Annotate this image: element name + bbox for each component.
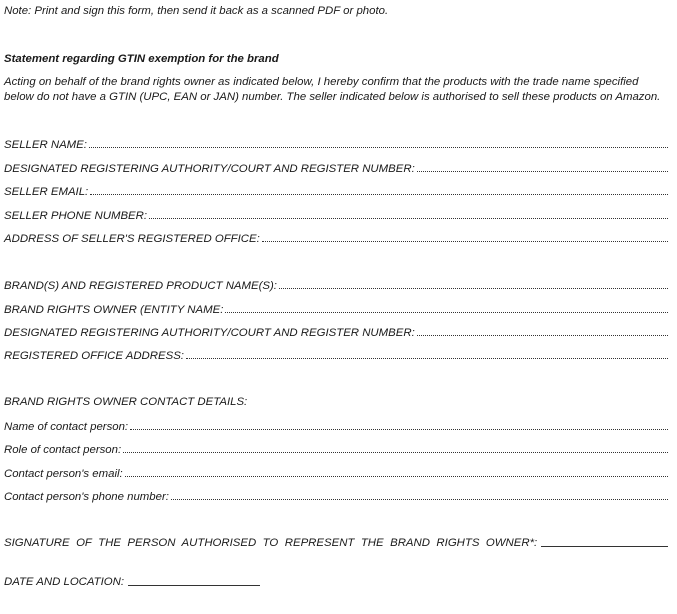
contact-role-entry-line[interactable] [123, 442, 668, 453]
seller-registering-authority-label: DESIGNATED REGISTERING AUTHORITY/COURT AND REGISTER NUMBER: [4, 163, 415, 175]
seller-name-label: SELLER NAME: [4, 139, 87, 151]
brand-owner-entity-label: BRAND RIGHTS OWNER (ENTITY NAME: [4, 304, 224, 316]
brand-product-names-label: BRAND(S) AND REGISTERED PRODUCT NAME(S): [4, 280, 277, 292]
date-location-field[interactable] [4, 575, 260, 588]
seller-email-field[interactable] [4, 184, 668, 198]
contact-role-label: Role of contact person: [4, 444, 122, 456]
contact-name-entry-line[interactable] [130, 419, 668, 430]
contact-name-label: Name of contact person: [4, 421, 129, 433]
brand-owner-entity-entry-line[interactable] [225, 302, 668, 313]
contact-email-label: Contact person's email: [4, 468, 123, 480]
contact-email-field[interactable] [4, 466, 668, 480]
brand-office-address-field[interactable] [4, 348, 668, 362]
seller-email-label: SELLER EMAIL: [4, 186, 89, 198]
contact-phone-entry-line[interactable] [171, 489, 668, 500]
brand-office-address-label: REGISTERED OFFICE ADDRESS: [4, 350, 184, 362]
contact-email-entry-line[interactable] [125, 466, 668, 477]
seller-registering-authority-field[interactable] [4, 161, 668, 175]
seller-phone-field[interactable] [4, 208, 668, 222]
contact-phone-label: Contact person's phone number: [4, 491, 169, 503]
brand-registering-authority-label: DESIGNATED REGISTERING AUTHORITY/COURT AND REGISTER NUMBER: [4, 327, 415, 339]
statement-title: Statement regarding GTIN exemption for the brand [4, 53, 279, 65]
signature-entry-line[interactable] [541, 536, 668, 547]
statement-paragraph-line1: Acting on behalf of the brand rights owner as indicated below, I hereby confirm that the products with the trade name specified [4, 76, 639, 88]
brand-registering-authority-field[interactable] [4, 325, 668, 339]
seller-address-field[interactable] [4, 231, 668, 245]
brand-registering-authority-entry-line[interactable] [417, 325, 668, 336]
seller-name-field[interactable] [4, 137, 668, 151]
brand-product-names-entry-line[interactable] [279, 278, 668, 289]
brand-office-address-entry-line[interactable] [186, 348, 668, 359]
contact-role-field[interactable] [4, 442, 668, 456]
date-location-label: DATE AND LOCATION: [4, 576, 125, 588]
seller-phone-entry-line[interactable] [149, 208, 668, 219]
seller-name-entry-line[interactable] [89, 137, 668, 148]
seller-email-entry-line[interactable] [90, 184, 668, 195]
note-text: Note: Print and sign this form, then send it back as a scanned PDF or photo. [4, 5, 389, 17]
brand-product-names-field[interactable] [4, 278, 668, 292]
date-location-entry-line[interactable] [128, 575, 260, 586]
signature-field[interactable] [4, 536, 668, 549]
seller-address-label: ADDRESS OF SELLER'S REGISTERED OFFICE: [4, 233, 260, 245]
signature-label: SIGNATURE OF THE PERSON AUTHORISED TO REPRESENT THE BRAND RIGHTS OWNER*: [4, 537, 538, 549]
contact-name-field[interactable] [4, 419, 668, 433]
contact-heading: BRAND RIGHTS OWNER CONTACT DETAILS: [4, 396, 248, 408]
seller-registering-authority-entry-line[interactable] [417, 161, 668, 172]
statement-paragraph-line2: below do not have a GTIN (UPC, EAN or JAN) number. The seller indicated below is authorised to sell these products on Amazon. [4, 91, 661, 103]
contact-phone-field[interactable] [4, 489, 668, 503]
seller-address-entry-line[interactable] [262, 231, 668, 242]
seller-phone-label: SELLER PHONE NUMBER: [4, 210, 148, 222]
brand-owner-entity-field[interactable] [4, 302, 668, 316]
